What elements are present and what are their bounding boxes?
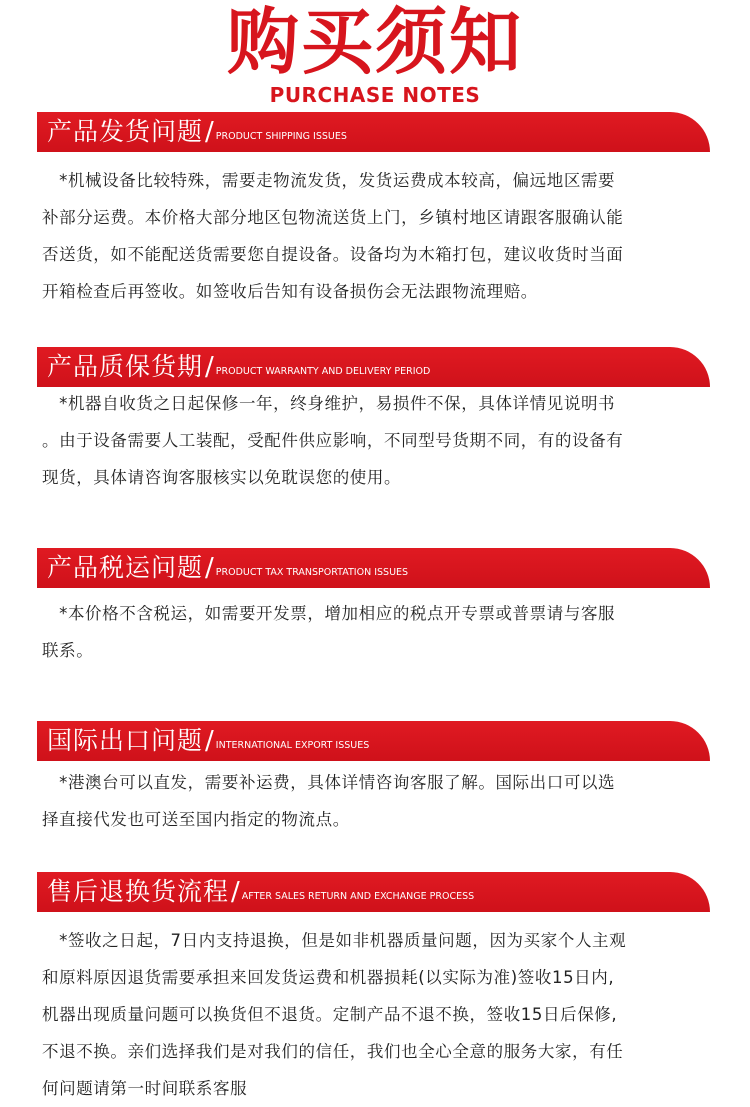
title-separator: / <box>205 117 214 147</box>
section-title-zh: 产品质保货期 <box>47 352 204 381</box>
section-body-export <box>42 764 702 838</box>
title-separator: / <box>205 726 214 756</box>
body-line: 否送货，如不能配送货需要您自提设备。设备均为木箱打包，建议收货时当面 <box>42 245 624 264</box>
body-line: 择直接代发也可送至国内指定的物流点。 <box>42 810 350 829</box>
body-line: 。由于设备需要人工装配，受配件供应影响，不同型号货期不同，有的设备有 <box>42 431 624 450</box>
section-title-en: PRODUCT WARRANTY AND DELIVERY PERIOD <box>215 366 431 377</box>
section-header-after-sales <box>37 872 710 912</box>
section-body-warranty <box>42 385 702 496</box>
page-title: 购买须知 <box>226 0 523 84</box>
section-title-zh: 产品税运问题 <box>47 553 204 582</box>
body-line: 联系。 <box>42 641 94 660</box>
page-subtitle: PURCHASE NOTES <box>269 83 481 107</box>
body-line: *本价格不含税运，如需要开发票，增加相应的税点开专票或普票请与客服 <box>42 604 616 623</box>
section-body-tax <box>42 595 702 669</box>
section-header-tax <box>37 548 710 588</box>
section-body-after-sales <box>42 922 702 1107</box>
section-header-export <box>37 721 710 761</box>
section-title-en: INTERNATIONAL EXPORT ISSUES <box>215 740 370 751</box>
body-line: 开箱检查后再签收。如签收后告知有设备损伤会无法跟物流理赔。 <box>42 282 538 301</box>
body-line: 现货，具体请咨询客服核实以免耽误您的使用。 <box>42 468 402 487</box>
body-line: 机器出现质量问题可以换货但不退货。定制产品不退不换，签收15日后保修, <box>42 1005 618 1024</box>
body-line: 和原料原因退货需要承担来回发货运费和机器损耗(以实际为准)签收15日内, <box>42 968 615 987</box>
section-title-en: PRODUCT TAX TRANSPORTATION ISSUES <box>215 567 409 578</box>
section-title-zh: 国际出口问题 <box>47 726 204 755</box>
body-line: *机器自收货之日起保修一年，终身维护，易损件不保，具体详情见说明书 <box>42 394 616 413</box>
body-line: *签收之日起，7日内支持退换，但是如非机器质量问题，因为买家个人主观 <box>42 931 627 950</box>
title-separator: / <box>205 553 214 583</box>
body-line: *港澳台可以直发，需要补运费，具体详情咨询客服了解。国际出口可以选 <box>42 773 616 792</box>
section-header-shipping <box>37 112 710 152</box>
section-title-en: AFTER SALES RETURN AND EXCHANGE PROCESS <box>241 891 475 902</box>
section-title-zh: 产品发货问题 <box>47 117 204 146</box>
title-separator: / <box>231 877 240 907</box>
body-line: 补部分运费。本价格大部分地区包物流送货上门，乡镇村地区请跟客服确认能 <box>42 208 624 227</box>
body-line: 不退不换。亲们选择我们是对我们的信任，我们也全心全意的服务大家，有任 <box>42 1042 624 1061</box>
section-title-en: PRODUCT SHIPPING ISSUES <box>215 131 347 142</box>
section-body-shipping <box>42 162 702 310</box>
body-line: *机械设备比较特殊，需要走物流发货，发货运费成本较高，偏远地区需要 <box>42 171 616 190</box>
section-title-zh: 售后退换货流程 <box>47 877 230 906</box>
section-header-warranty <box>37 347 710 387</box>
title-separator: / <box>205 352 214 382</box>
body-line: 何问题请第一时间联系客服 <box>42 1079 248 1098</box>
